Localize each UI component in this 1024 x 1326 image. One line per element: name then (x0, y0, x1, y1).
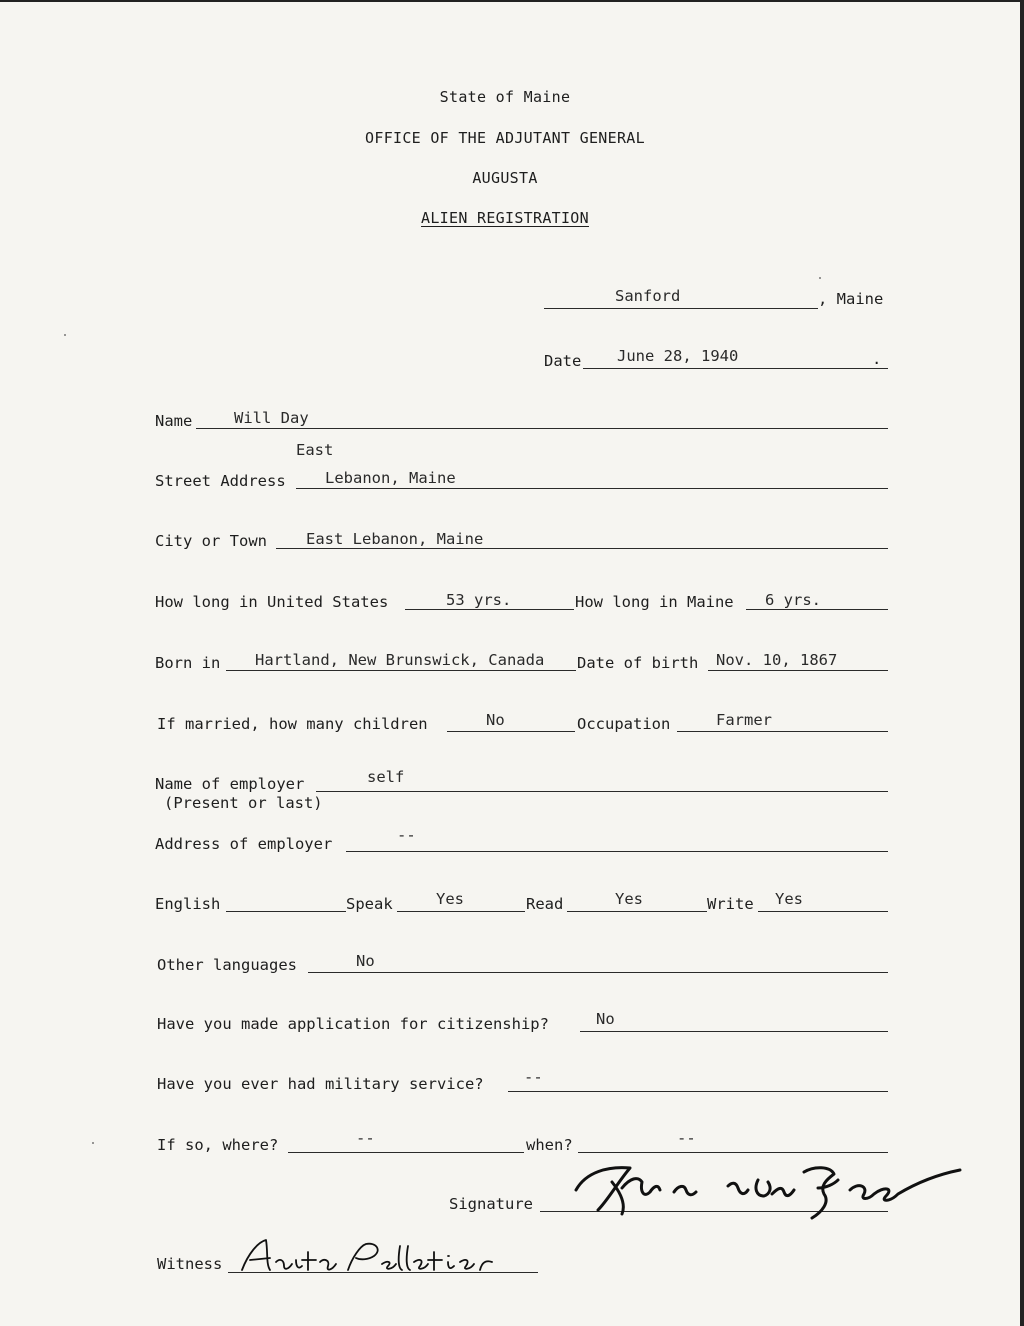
maine-years-line (746, 609, 888, 610)
write-label: Write (707, 895, 754, 913)
occupation-value: Farmer (716, 711, 772, 729)
date-value: June 28, 1940 (617, 347, 739, 365)
military-label: Have you ever had military service? (157, 1075, 484, 1093)
date-end: . (872, 350, 882, 368)
office-heading: OFFICE OF THE ADJUTANT GENERAL (365, 129, 645, 147)
where-label: If so, where? (157, 1136, 279, 1154)
us-years-label: How long in United States (155, 593, 389, 611)
speak-label: Speak (346, 895, 393, 913)
city-label: City or Town (155, 532, 267, 550)
english-label: English (155, 895, 221, 913)
city-value: East Lebanon, Maine (306, 530, 484, 548)
place-value: Sanford (615, 287, 681, 305)
when-value: -- (677, 1129, 696, 1147)
write-value: Yes (775, 890, 803, 908)
name-value: Will Day (234, 409, 309, 427)
born-in-label: Born in (155, 654, 221, 672)
maine-years-value: 6 yrs. (765, 591, 821, 609)
other-languages-line (308, 972, 888, 973)
witness-handwriting (236, 1230, 516, 1282)
signature-label: Signature (449, 1195, 533, 1213)
us-years-value: 53 yrs. (446, 591, 512, 609)
where-line (288, 1152, 524, 1153)
signature-handwriting (568, 1152, 968, 1222)
witness-label: Witness (157, 1255, 223, 1273)
scan-speck (64, 334, 66, 336)
speak-line (397, 911, 525, 912)
date-line (583, 368, 888, 369)
read-label: Read (526, 895, 564, 913)
employer-sublabel: (Present or last) (164, 794, 323, 812)
employer-value: self (367, 768, 405, 786)
place-line (544, 308, 818, 309)
name-label: Name (155, 412, 193, 430)
occupation-label: Occupation (577, 715, 671, 733)
children-line (447, 731, 575, 732)
city-line (276, 548, 888, 549)
citizenship-label: Have you made application for citizenship? (157, 1015, 549, 1033)
name-line (196, 428, 888, 429)
form-title: ALIEN REGISTRATION (421, 209, 589, 227)
place-suffix: , Maine (818, 290, 884, 308)
employer-label: Name of employer (155, 775, 305, 793)
citizenship-value: No (596, 1010, 615, 1028)
where-value: -- (356, 1129, 375, 1147)
scan-speck (92, 1142, 94, 1144)
english-line (226, 911, 346, 912)
maine-years-label: How long in Maine (575, 593, 734, 611)
born-in-line (226, 670, 576, 671)
born-in-value: Hartland, New Brunswick, Canada (255, 651, 545, 669)
street-label: Street Address (155, 472, 286, 490)
other-languages-label: Other languages (157, 956, 297, 974)
children-label: If married, how many children (157, 715, 428, 733)
street-line (296, 488, 888, 489)
occupation-line (677, 731, 888, 732)
children-value: No (486, 711, 505, 729)
other-languages-value: No (356, 952, 375, 970)
military-value: -- (524, 1068, 543, 1086)
employer-line (316, 791, 888, 792)
speak-value: Yes (436, 890, 464, 908)
dob-value: Nov. 10, 1867 (716, 651, 838, 669)
when-label: when? (526, 1136, 573, 1154)
employer-address-label: Address of employer (155, 835, 333, 853)
write-line (758, 911, 888, 912)
dob-label: Date of birth (577, 654, 699, 672)
street-value-above: East (296, 441, 334, 459)
state-heading: State of Maine (439, 88, 571, 106)
read-line (567, 911, 707, 912)
dob-line (708, 670, 888, 671)
employer-address-value: -- (397, 826, 416, 844)
citizenship-line (580, 1031, 888, 1032)
city-heading: AUGUSTA (472, 169, 538, 187)
street-value: Lebanon, Maine (325, 469, 456, 487)
employer-address-line (346, 851, 888, 852)
date-label: Date (544, 352, 582, 370)
military-line (508, 1091, 888, 1092)
read-value: Yes (615, 890, 643, 908)
us-years-line (405, 609, 574, 610)
scan-speck (819, 277, 821, 279)
